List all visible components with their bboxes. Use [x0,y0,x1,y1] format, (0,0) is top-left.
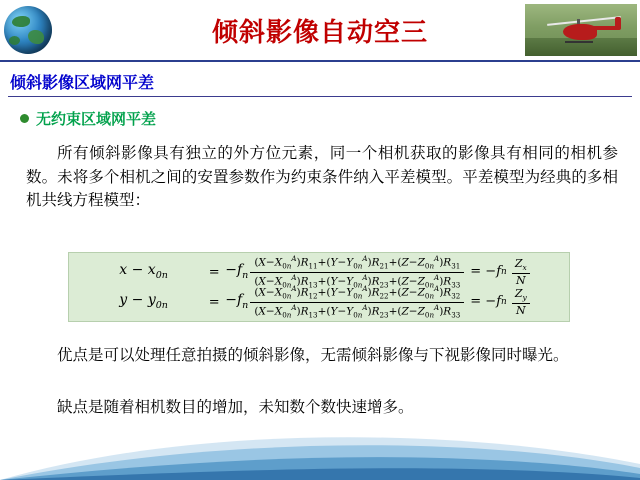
heading-divider [8,96,632,97]
body-paragraph-3: 缺点是随着相机数目的增加，未知数个数快速增多。 [57,398,414,416]
body-paragraph-1: 所有倾斜影像具有独立的外方位元素，同一个相机获取的影像具有相同的相机参数。未将多个相机之间的安置参数作为约束条件纳入平差模型。平差模型为经典的多相机共线方程模型： [26,144,618,210]
page-title: 倾斜影像自动空三 [211,18,428,48]
bullet-item [20,108,156,129]
title-divider [0,60,640,62]
formula-content [107,254,530,320]
bullet-item-label: 无约束区域网平差 [36,110,157,128]
bullet-dot-icon [20,114,29,123]
footer-decoration [0,428,640,480]
section-heading: 倾斜影像区域网平差 [10,73,155,92]
footer-curve-icon [0,428,640,480]
helicopter-photo [525,4,637,56]
formula-line-1: $x - x_{0n}$ = $-f_n$ $\frac{(X-X_{0n}^A)R_{11}+(Y-Y_{0n}^A)R_{21}+(Z-Z_{0n}^A)R_{31}}{(X-X_{0n}^A)R_{13}+(Y-Y_{0n}^A)R_{23}+(Z-Z_{0n}^A)R_{33}}$ = − f n $\frac{Z_x}{N}$ [107,257,530,287]
formula-line-2: $y - y_{0n}$ = $-f_n$ $\frac{(X-X_{0n}^A)R_{12}+(Y-Y_{0n}^A)R_{22}+(Z-Z_{0n}^A)R_{32}}{(X-X_{0n}^A)R_{13}+(Y-Y_{0n}^A)R_{23}+(Z-Z_{0n}^A)R_{33}}$ = − f n $\frac{Z_y}{N}$ [107,287,530,317]
formula-block [68,252,570,322]
slide-header [0,0,640,62]
body-paragraph-2: 优点是可以处理任意拍摄的倾斜影像，无需倾斜影像与下视影像同时曝光。 [57,346,569,364]
